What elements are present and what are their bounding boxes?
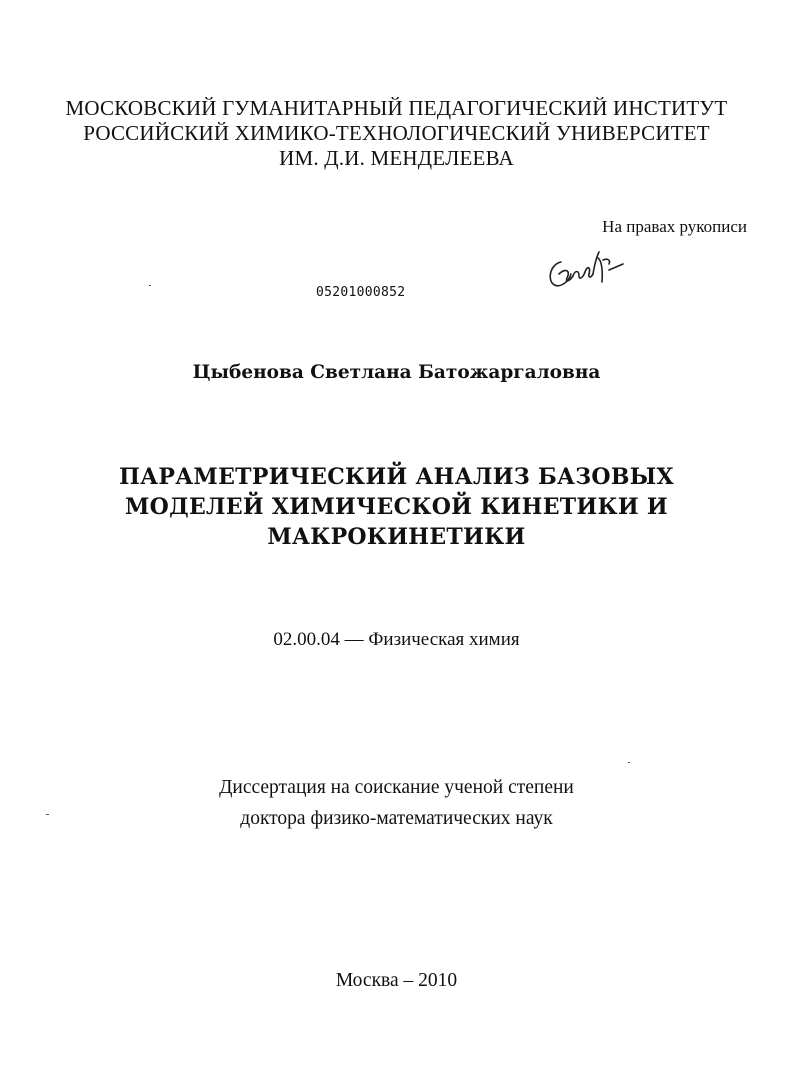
- scan-speck: [628, 762, 630, 763]
- institution-line-2: РОССИЙСКИЙ ХИМИКО-ТЕХНОЛОГИЧЕСКИЙ УНИВЕРСИТЕТ: [83, 121, 710, 145]
- handwritten-signature: [545, 248, 625, 294]
- title-line-2: МОДЕЛЕЙ ХИМИЧЕСКОЙ КИНЕТИКИ И: [125, 494, 668, 520]
- title-line-3: МАКРОКИНЕТИКИ: [267, 524, 526, 550]
- title-line-1: ПАРАМЕТРИЧЕСКИЙ АНАЛИЗ БАЗОВЫХ: [119, 464, 674, 490]
- city-year: Москва – 2010: [335, 970, 458, 991]
- manuscript-note: На правах рукописи: [602, 217, 747, 236]
- dissertation-title: [0, 462, 793, 552]
- degree-line-2: доктора физико-математических наук: [240, 808, 553, 829]
- scan-speck: [149, 285, 151, 286]
- catalog-number: 05201000852: [316, 285, 406, 300]
- institution-line-3: ИМ. Д.И. МЕНДЕЛЕЕВА: [279, 146, 514, 170]
- specialty-code: 02.00.04 — Физическая химия: [273, 629, 520, 650]
- degree-statement: [0, 772, 793, 834]
- author-name: Цыбенова Светлана Батожаргаловна: [192, 362, 601, 383]
- institutions-block: [0, 96, 793, 171]
- degree-line-1: Диссертация на соискание ученой степени: [219, 777, 574, 798]
- institution-line-1: МОСКОВСКИЙ ГУМАНИТАРНЫЙ ПЕДАГОГИЧЕСКИЙ ИНСТИТУТ: [65, 96, 728, 120]
